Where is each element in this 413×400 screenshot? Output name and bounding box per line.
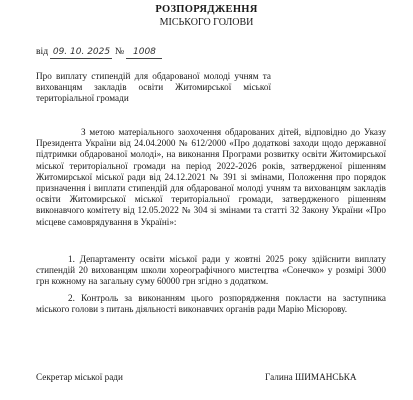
number-sign: № — [114, 46, 125, 57]
document-title: РОЗПОРЯДЖЕННЯ — [155, 4, 258, 15]
signatory-role: Секретар міської ради — [36, 372, 123, 382]
document-subject: Про виплату стипендій для обдарованої молоді учням та вихованцям закладів освіти Житомирської міської територіальної громади — [36, 71, 271, 104]
preamble-paragraph: З метою матеріального заохочення обдарованих дітей, відповідно до Указу Президента України від 24.04.2000 № 612/2000 «Про додаткові заходи щодо державної підтримки обдарованої молоді», на виконання Програми розвитку освіти Житомирської міської територіальної громади на період 2022-2026 років, затвердженої рішенням Житомирської міської ради від 24.12.2021 № 391 зі змінами, Положення про порядок призначення і виплати стипендій для обдарованої молоді учням та вихованцям закладів освіти Житомирської міської територіальної громади, затвердженого рішенням виконавчого комітету від 12.05.2022 № 304 зі змінами та статті 32 Закону України «Про місцеве самоврядування в Україні»: — [36, 127, 386, 227]
order-item-1: 1. Департаменту освіти міської ради у жовтні 2025 року здійснити виплату стипендій 20 вихованцям школи хореографічного мистецтва «Сонечко» у розмірі 3000 грн кожному на загальну суму 60000 грн згідно з додатком. — [36, 254, 386, 287]
date-from-label: від — [36, 46, 49, 57]
date-number-line — [36, 46, 162, 59]
order-item-2: 2. Контроль за виконанням цього розпорядження покласти на заступника міського голови з питань діяльності виконавчих органів ради Марію Місюрову. — [36, 293, 386, 315]
document-number: 1008 — [126, 47, 162, 59]
document-subtitle: МІСЬКОГО ГОЛОВИ — [159, 17, 254, 28]
document-date: 09. 10. 2025 — [50, 47, 112, 59]
signatory-name: Галина ШИМАНСЬКА — [265, 372, 357, 382]
